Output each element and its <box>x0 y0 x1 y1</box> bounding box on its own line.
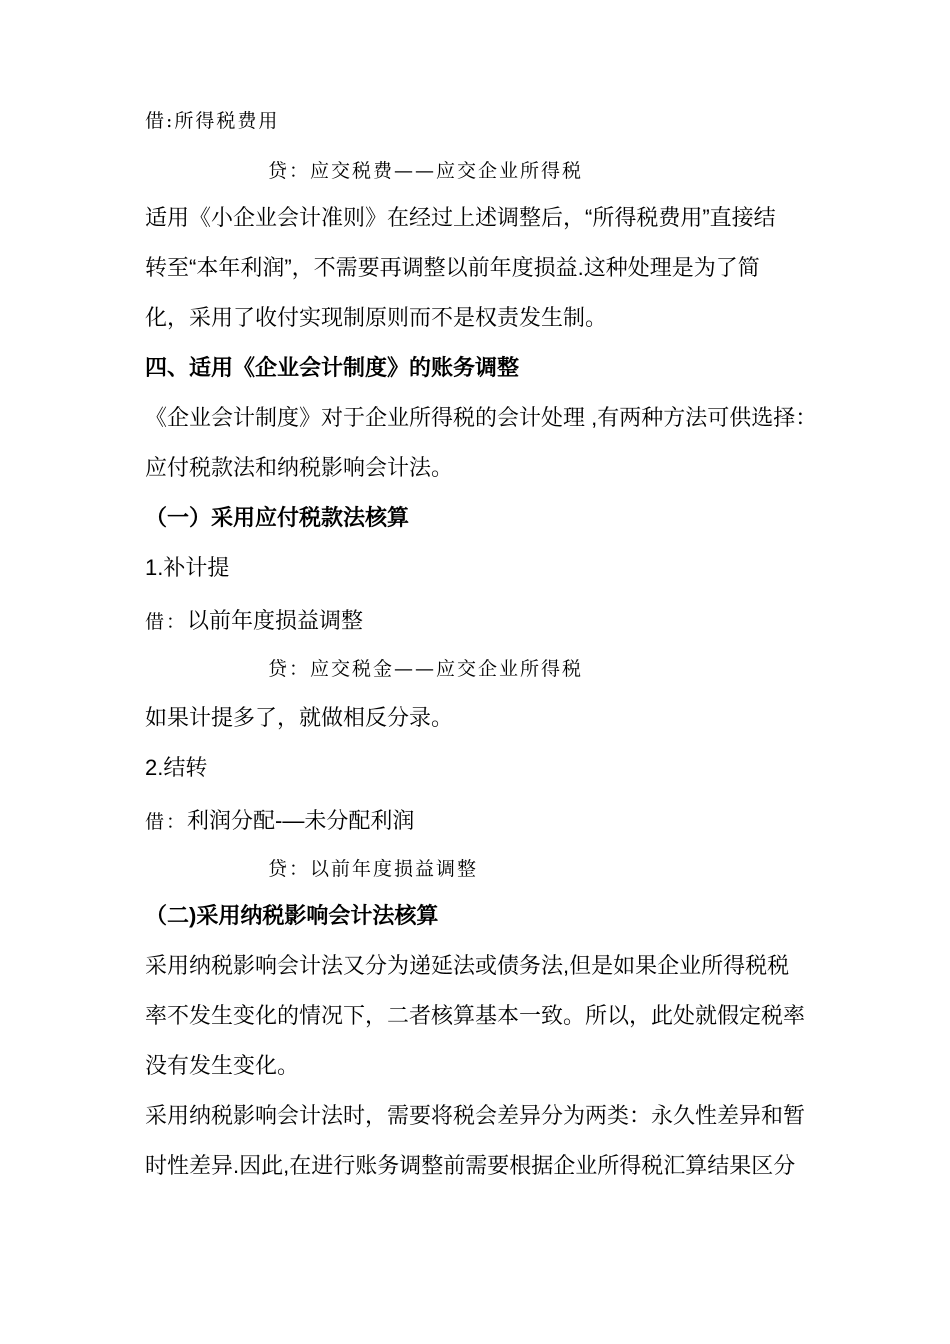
debit-label: 借： <box>145 811 188 833</box>
debit-entry-line <box>145 606 363 637</box>
paragraph-line: 应付税款法和纳税影响会计法。 <box>145 455 454 480</box>
paragraph-line: 适用《小企业会计准则》在经过上述调整后，“所得税费用”直接结 <box>145 205 776 230</box>
paragraph-line: 没有发生变化。 <box>145 1053 300 1078</box>
step-heading: 2.结转 <box>145 755 208 780</box>
step-heading: 1.补计提 <box>145 555 230 580</box>
debit-label: 借： <box>145 611 188 633</box>
debit-account: 以前年度损益调整 <box>187 608 364 633</box>
debit-entry-line <box>145 806 414 837</box>
credit-entry-line: 贷：应交税费——应交企业所得税 <box>268 160 584 182</box>
paragraph-line: 如果计提多了，就做相反分录。 <box>145 705 454 730</box>
subsection-heading: （二)采用纳税影响会计法核算 <box>145 903 439 928</box>
paragraph-line: 时性差异.因此,在进行账务调整前需要根据企业所得税汇算结果区分 <box>145 1153 796 1178</box>
credit-entry-line: 贷：以前年度损益调整 <box>268 858 479 880</box>
paragraph-line: 《企业会计制度》对于企业所得税的会计处理 ,有两种方法可供选择： <box>145 405 818 430</box>
paragraph-line: 率不发生变化的情况下，二者核算基本一致。所以，此处就假定税率 <box>145 1003 806 1028</box>
paragraph-line: 采用纳税影响会计法又分为递延法或债务法,但是如果企业所得税税 <box>145 953 790 978</box>
debit-account: 利润分配-—未分配利润 <box>187 808 415 833</box>
section-heading: 四、适用《企业会计制度》的账务调整 <box>145 355 520 380</box>
paragraph-line: 采用纳税影响会计法时，需要将税会差异分为两类：永久性差异和暂 <box>145 1103 806 1128</box>
paragraph-line: 化，采用了收付实现制原则而不是权责发生制。 <box>145 305 608 330</box>
paragraph-line: 转至“本年利润”，不需要再调整以前年度损益.这种处理是为了简 <box>145 255 760 280</box>
subsection-heading: （一）采用应付税款法核算 <box>145 505 410 530</box>
debit-entry-line: 借:所得税费用 <box>145 110 280 132</box>
credit-entry-line: 贷：应交税金——应交企业所得税 <box>268 658 584 680</box>
